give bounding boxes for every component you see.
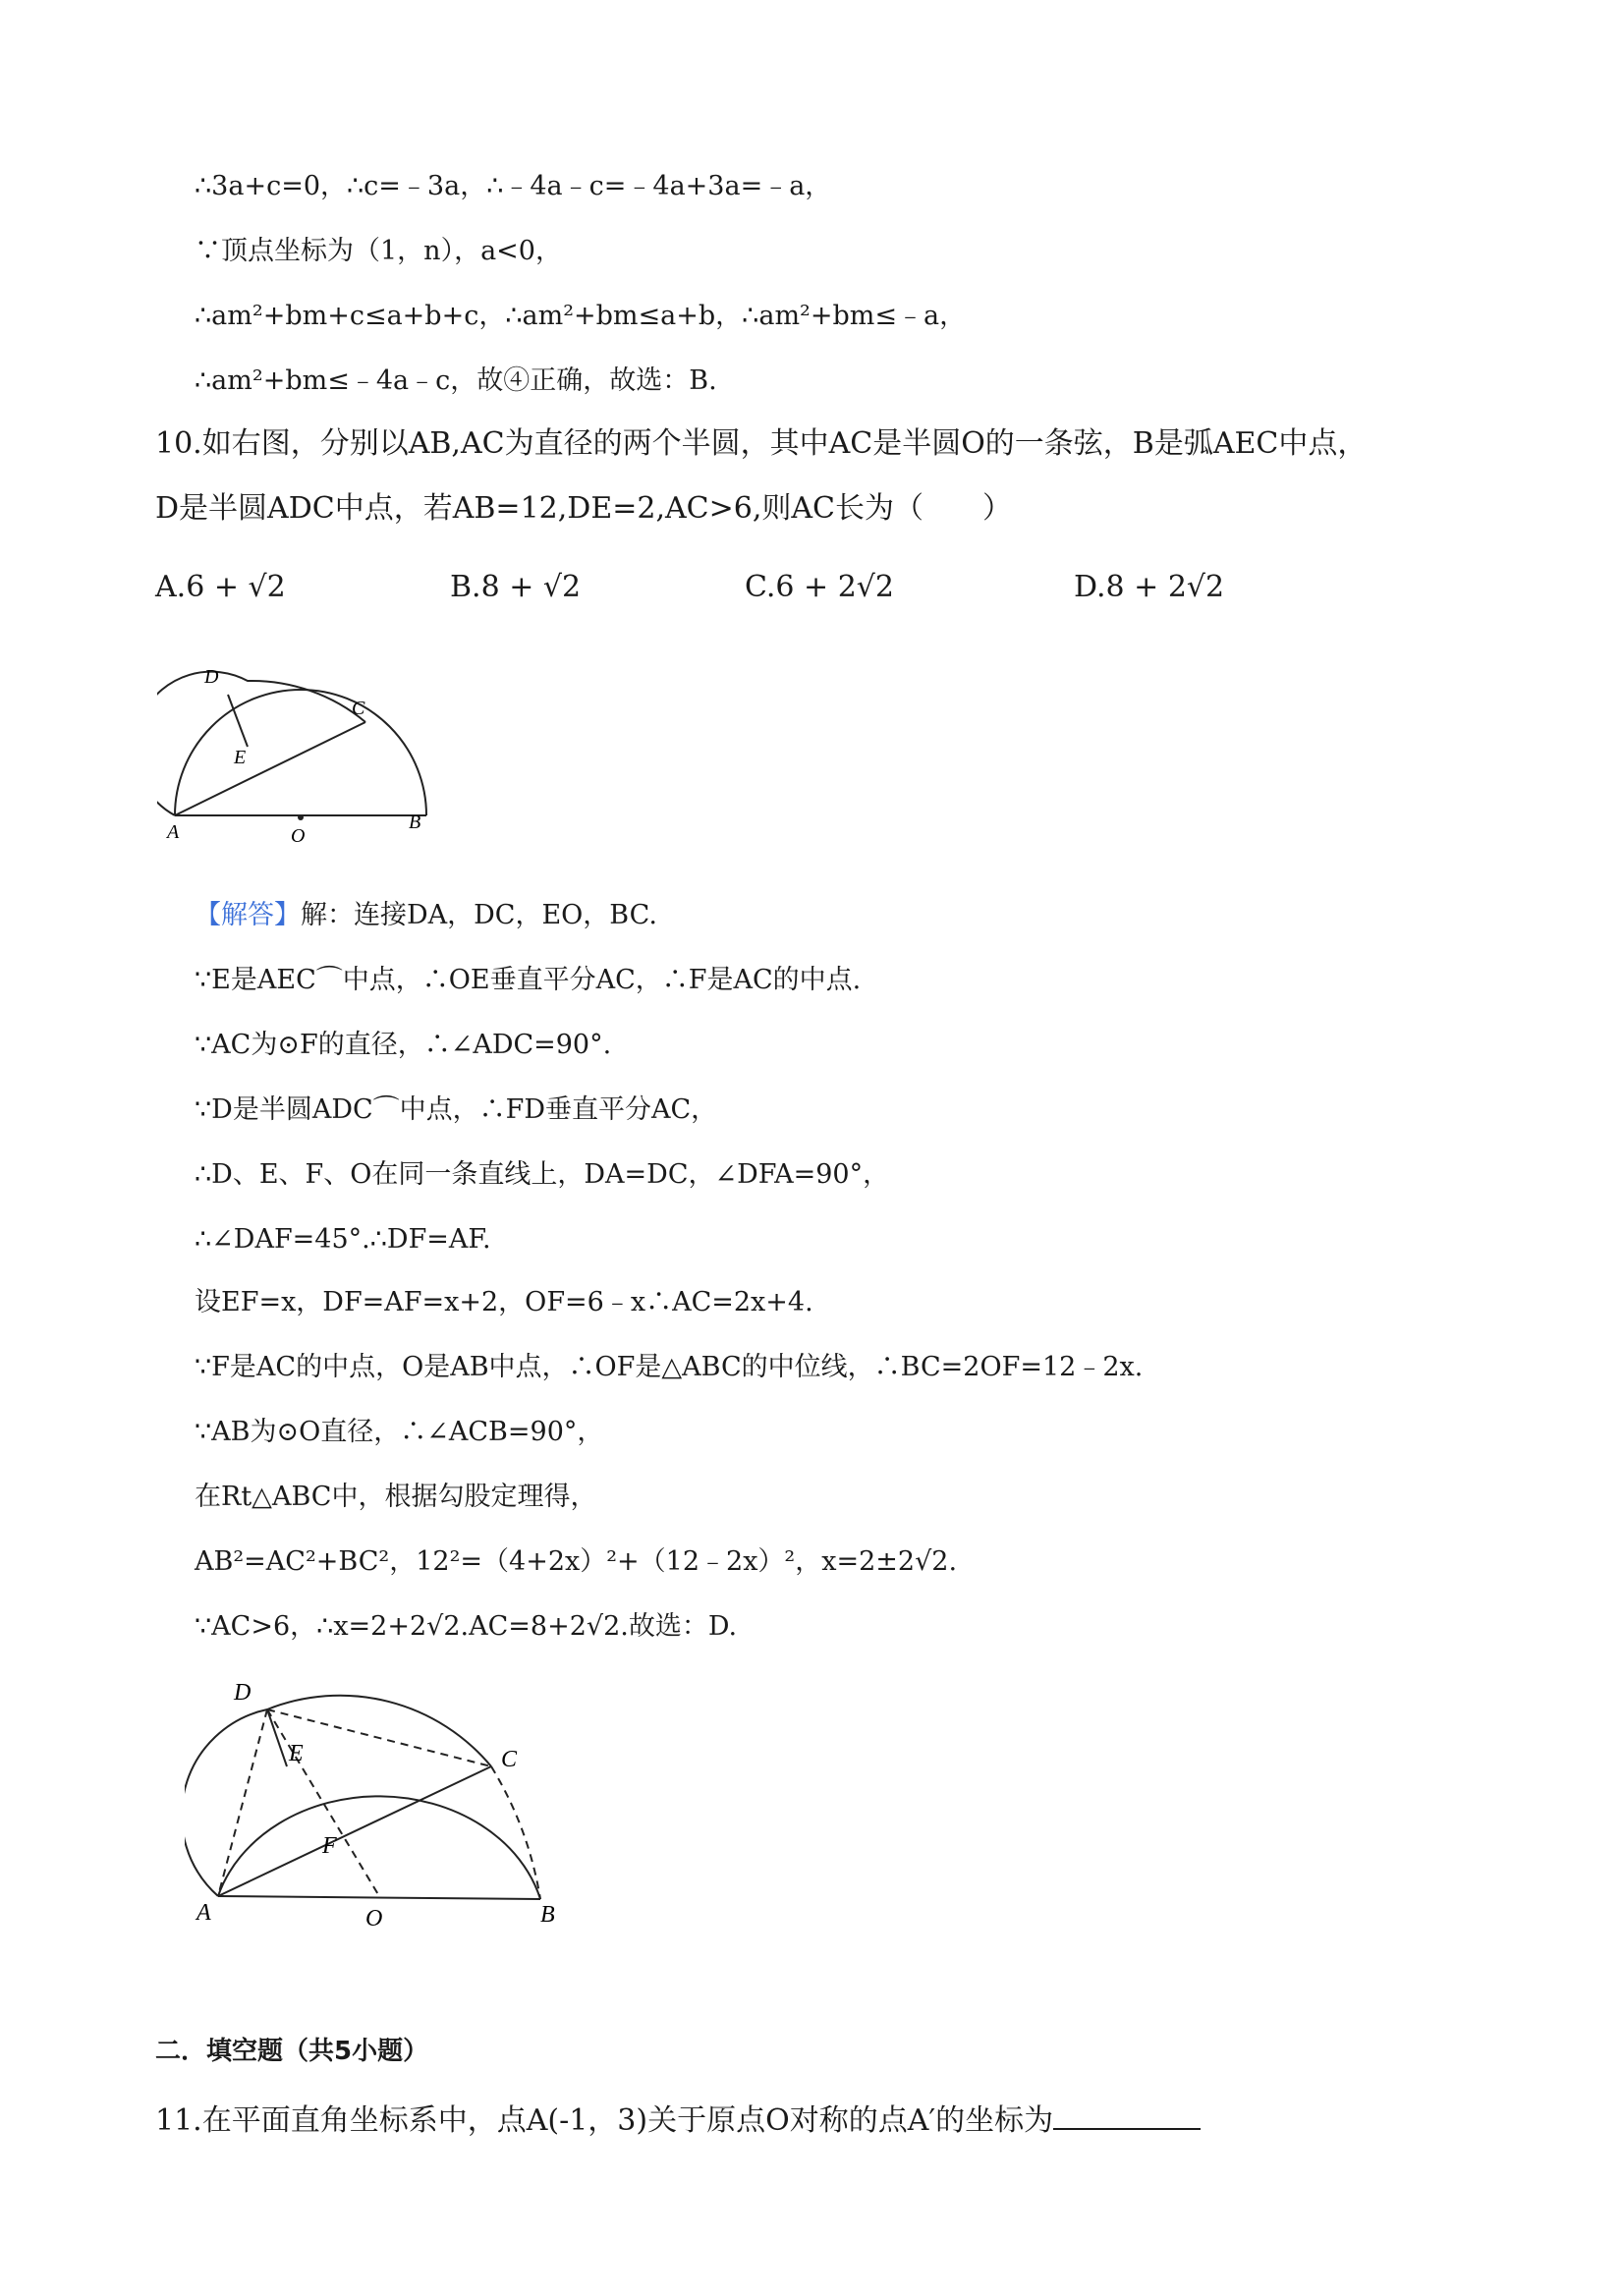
chord-ac <box>218 1766 491 1896</box>
solution-line-3: ∵AC为⊙F的直径，∴∠ADC=90°. <box>195 1030 612 1060</box>
point-o <box>298 814 304 820</box>
q10-option-b: B.8 + √2 <box>450 570 582 604</box>
q10-stem-line-1: 10.如右图，分别以AB,AC为直径的两个半圆，其中AC是半圆O的一条弦，B是弧AEC中点， <box>155 426 1368 461</box>
solution-line-4: ∵D是半圆ADC⌒中点，∴FD垂直平分AC， <box>195 1094 718 1125</box>
q10-option-c: C.6 + 2√2 <box>745 570 895 604</box>
answer-blank[interactable] <box>1053 2099 1201 2130</box>
semicircle-ac <box>185 1696 491 1896</box>
label-d: D <box>204 666 219 688</box>
solution-figure <box>185 1660 578 1955</box>
solution-line-12: ∵AC>6，∴x=2+2√2.AC=8+2√2.故选：D. <box>195 1611 738 1642</box>
label-b: B <box>540 1902 555 1928</box>
q10-figure <box>157 653 442 850</box>
label-f: F <box>322 1833 337 1859</box>
label-c: C <box>352 698 365 719</box>
answer-tag: 【解答】 <box>195 900 301 930</box>
q10-stem-line-2: D是半圆ADC中点，若AB=12,DE=2,AC>6,则AC长为（ ） <box>155 491 1012 526</box>
prev-line-2: ∵顶点坐标为（1，n），a<0， <box>195 236 562 266</box>
label-a: A <box>196 1900 211 1926</box>
label-b: B <box>409 812 421 833</box>
section-title: 二．填空题（共5小题） <box>155 2037 429 2066</box>
label-a: A <box>167 821 180 843</box>
solution-line-9: ∵AB为⊙O直径，∴∠ACB=90°， <box>195 1417 604 1447</box>
solution-line-2: ∵E是AEC⌒中点，∴OE垂直平分AC，∴F是AC的中点. <box>195 965 862 995</box>
label-o: O <box>291 825 306 847</box>
label-c: C <box>501 1747 518 1772</box>
solution-line-8: ∵F是AC的中点，O是AB中点，∴OF是△ABC的中位线，∴BC=2OF=12﹣2x. <box>195 1352 1144 1382</box>
label-d: D <box>234 1680 252 1706</box>
dashed-do <box>267 1709 379 1896</box>
solution-line-6: ∴∠DAF=45°.∴DF=AF. <box>195 1224 491 1255</box>
prev-line-3: ∴am²+bm+c≤a+b+c，∴am²+bm≤a+b，∴am²+bm≤﹣a， <box>195 301 967 331</box>
solution-line-10: 在Rt△ABC中，根据勾股定理得， <box>195 1482 597 1512</box>
dashed-da <box>218 1709 267 1896</box>
solution-line-1: 【解答】解：连接DA，DC，EO，BC. <box>195 900 657 930</box>
label-o: O <box>365 1906 383 1932</box>
prev-line-4: ∴am²+bm≤﹣4a﹣c，故④正确，故选：B. <box>195 365 717 396</box>
prev-line-1: ∴3a+c=0，∴c=﹣3a，∴﹣4a﹣c=﹣4a+3a=﹣a， <box>195 171 832 201</box>
semicircle-ab <box>218 1796 540 1899</box>
diameter-ab <box>218 1896 540 1899</box>
q11-stem: 11.在平面直角坐标系中，点A(-1，3)关于原点O对称的点A′的坐标为 <box>155 2099 1201 2139</box>
solution-line-5: ∴D、E、F、O在同一条直线上，DA=DC，∠DFA=90°， <box>195 1159 890 1190</box>
label-e: E <box>289 1741 304 1766</box>
q10-option-d: D.8 + 2√2 <box>1074 570 1225 604</box>
solution-line-7: 设EF=x，DF=AF=x+2，OF=6﹣x∴AC=2x+4. <box>195 1287 813 1317</box>
label-e: E <box>234 747 247 768</box>
q10-option-a: A.6 + √2 <box>155 570 286 604</box>
solution-line-11: AB²=AC²+BC²，12²=（4+2x）²+（12﹣2x）²，x=2±2√2. <box>195 1546 958 1577</box>
